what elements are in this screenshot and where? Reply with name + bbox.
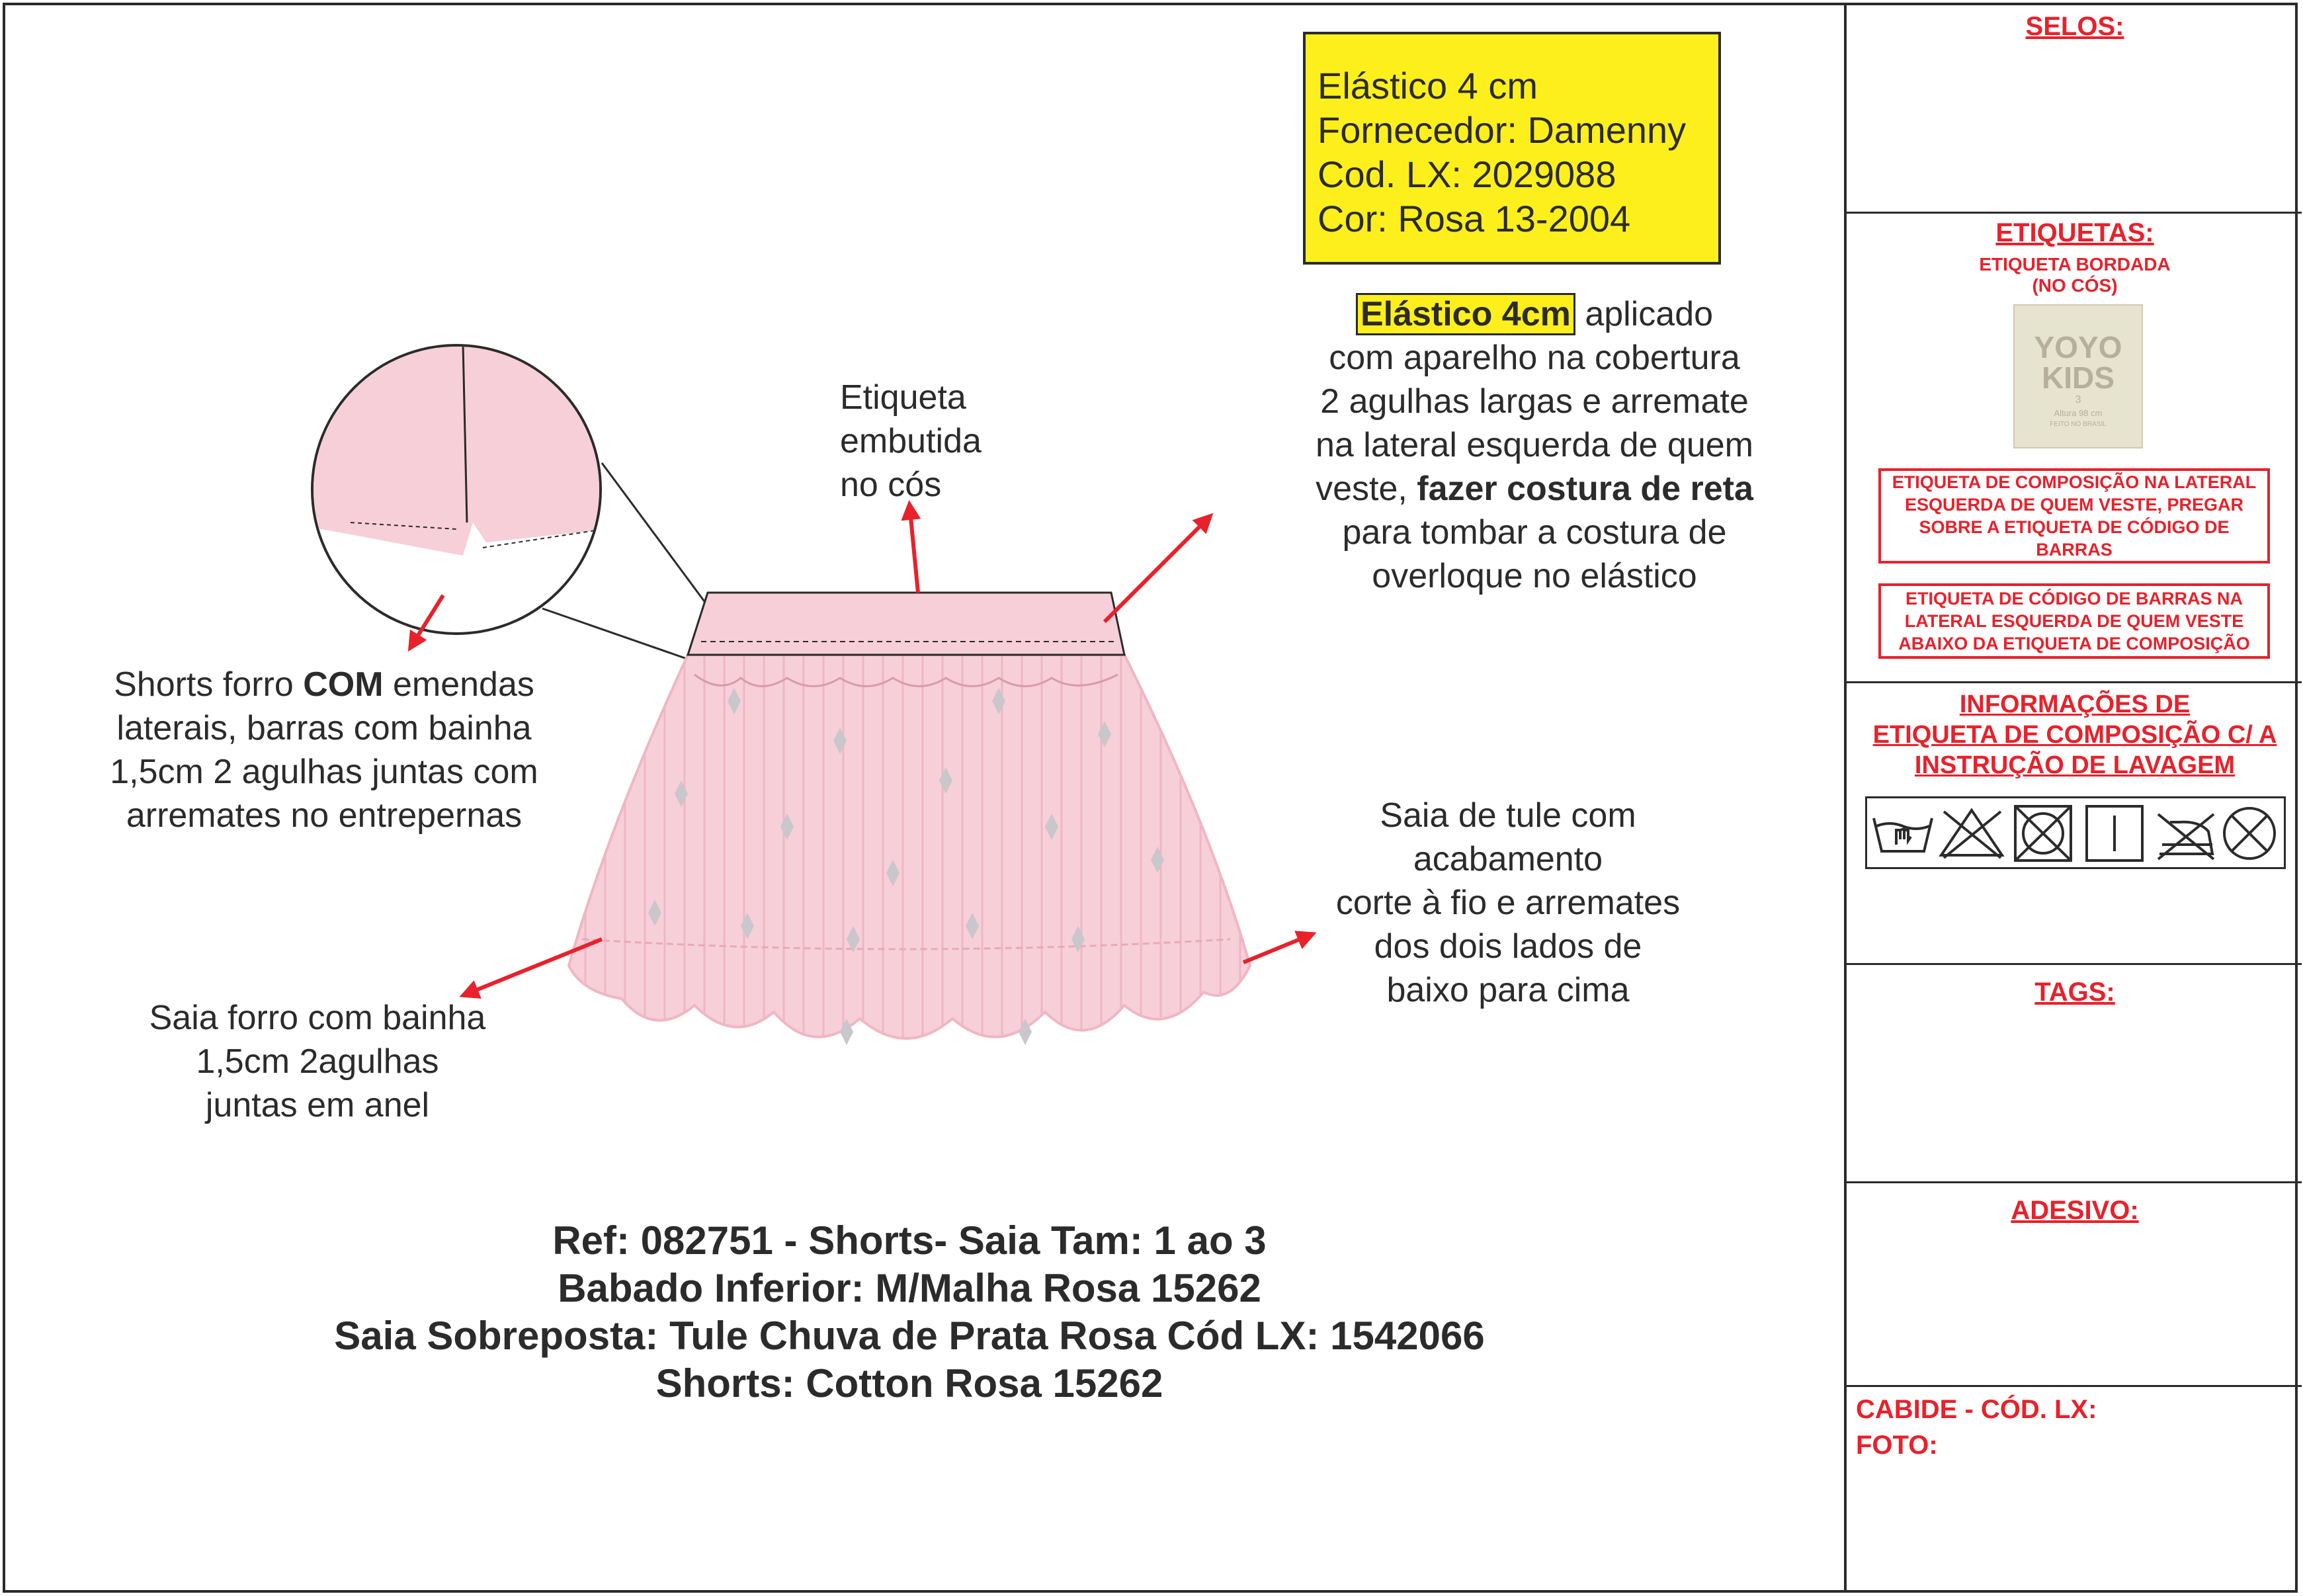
tulle-note-line: acabamento — [1413, 840, 1603, 878]
reference-line: Babado Inferior: M/Malha Rosa 15262 — [558, 1266, 1261, 1310]
shorts-note-line: arremates no entrepernas — [126, 796, 523, 835]
elastic-highlight: Elástico 4cm — [1356, 293, 1575, 335]
shorts-note-line: 1,5cm 2 agulhas juntas com — [110, 753, 538, 791]
reference-line: Shorts: Cotton Rosa 15262 — [655, 1361, 1163, 1406]
tag-size: 3 — [2075, 394, 2081, 405]
elastic-note-text: aplicado — [1575, 295, 1714, 333]
shorts-note-line: laterais, barras com bainha — [116, 709, 532, 747]
elastic-note-line: na lateral esquerda de quem — [1315, 426, 1753, 464]
hand-wash-icon — [1874, 818, 1932, 851]
wash-info-heading — [1847, 689, 2303, 780]
composition-label-note: ETIQUETA DE COMPOSIÇÃO NA LATERAL ESQUERDA DE QUEM VESTE, PREGAR SOBRE A ETIQUETA DE CÓDIGO DE BARRAS — [1878, 468, 2270, 564]
lining-note-line: juntas em anel — [205, 1086, 430, 1124]
selos-heading: SELOS: — [2025, 12, 2124, 41]
embroidered-brand-label — [2013, 304, 2143, 448]
no-tumble-dry-icon — [2015, 806, 2071, 861]
arrow-tulle — [1243, 934, 1313, 962]
tag-height: Altura 98 cm — [2054, 408, 2103, 418]
no-iron-icon — [2158, 814, 2214, 859]
wash-info-line: INSTRUÇÃO DE LAVAGEM — [1914, 751, 2236, 779]
tulle-overskirt — [569, 655, 1250, 1038]
hanger-code-label: CABIDE - CÓD. LX: — [1856, 1395, 2097, 1424]
lining-note-line: 1,5cm 2agulhas — [196, 1042, 439, 1081]
tulle-note-line: corte à fio e arremates — [1335, 884, 1681, 922]
label-note-line: Etiqueta — [840, 378, 966, 417]
reference-block — [251, 1217, 1568, 1407]
elastic-note-line: overloque no elástico — [1372, 557, 1697, 595]
wash-info-line: INFORMAÇÕES DE — [1959, 691, 2191, 718]
label-note-line: no cós — [840, 466, 942, 504]
supplier-line: Cod. LX: 2029088 — [1318, 153, 1616, 195]
sidebar-separator — [1845, 1385, 2302, 1387]
sidebar-separator — [1845, 681, 2302, 683]
elastic-note-line: com aparelho na cobertura — [1329, 339, 1740, 377]
tulle-note-line: dos dois lados de — [1374, 927, 1642, 966]
tags-heading: TAGS: — [2034, 978, 2115, 1007]
shorts-note-text: Shorts forro — [114, 665, 304, 704]
line-dry-icon — [2087, 806, 2142, 861]
supplier-line: Cor: Rosa 13-2004 — [1318, 198, 1631, 239]
elastic-note-line: para tombar a costura de — [1342, 513, 1727, 552]
shorts-note-bold: COM — [303, 665, 384, 704]
elastic-note-bold: fazer costura de reta — [1417, 470, 1753, 508]
adesivo-heading: ADESIVO: — [2011, 1196, 2139, 1225]
embroidered-caption-line: (NO CÓS) — [2032, 275, 2118, 296]
tag-origin: FEITO NO BRASIL — [2050, 421, 2107, 428]
elastic-note-text: veste, — [1316, 470, 1417, 508]
tulle-note-line: baixo para cima — [1386, 971, 1630, 1009]
arrow-label — [909, 504, 918, 593]
lining-note-line: Saia forro com bainha — [149, 999, 486, 1037]
wash-info-line: ETIQUETA DE COMPOSIÇÃO C/ A — [1872, 721, 2277, 749]
care-symbols-box — [1865, 796, 2286, 869]
hanger-photo-block — [1856, 1392, 2097, 1463]
sidebar-separator — [1845, 963, 2302, 965]
hem-detail-magnifier — [304, 344, 734, 661]
supplier-line: Elástico 4 cm — [1318, 65, 1538, 106]
no-bleach-icon — [1941, 810, 2002, 858]
arrow-elastic — [1105, 516, 1210, 622]
embroidered-caption-line: ETIQUETA BORDADA — [1979, 254, 2171, 274]
reference-line: Saia Sobreposta: Tule Chuva de Prata Rosa Cód LX: 1542066 — [334, 1314, 1485, 1358]
label-note-line: embutida — [840, 422, 982, 460]
etiquetas-heading: ETIQUETAS: — [1995, 218, 2154, 247]
tulle-note-line: Saia de tule com — [1380, 796, 1636, 835]
brand-name-line: YOYO — [2034, 330, 2122, 364]
barcode-label-note: ETIQUETA DE CÓDIGO DE BARRAS NA LATERAL ESQUERDA DE QUEM VESTE ABAIXO DA ETIQUETA DE COMPOSIÇÃO — [1878, 583, 2270, 659]
elastic-note-line: 2 agulhas largas e arremate — [1320, 382, 1749, 421]
sidebar-separator — [1845, 212, 2302, 214]
supplier-line: Fornecedor: Damenny — [1318, 109, 1687, 151]
no-dry-clean-icon — [2224, 808, 2275, 859]
embroidered-label-caption — [1847, 254, 2303, 296]
shorts-note-text: emendas — [383, 665, 534, 704]
care-symbols — [1867, 798, 2284, 867]
elastic-waistband — [688, 593, 1124, 655]
photo-label: FOTO: — [1856, 1431, 1938, 1460]
sidebar-separator — [1845, 1181, 2302, 1183]
brand-name-line: KIDS — [2042, 360, 2115, 395]
reference-line: Ref: 082751 - Shorts- Saia Tam: 1 ao 3 — [552, 1218, 1267, 1263]
